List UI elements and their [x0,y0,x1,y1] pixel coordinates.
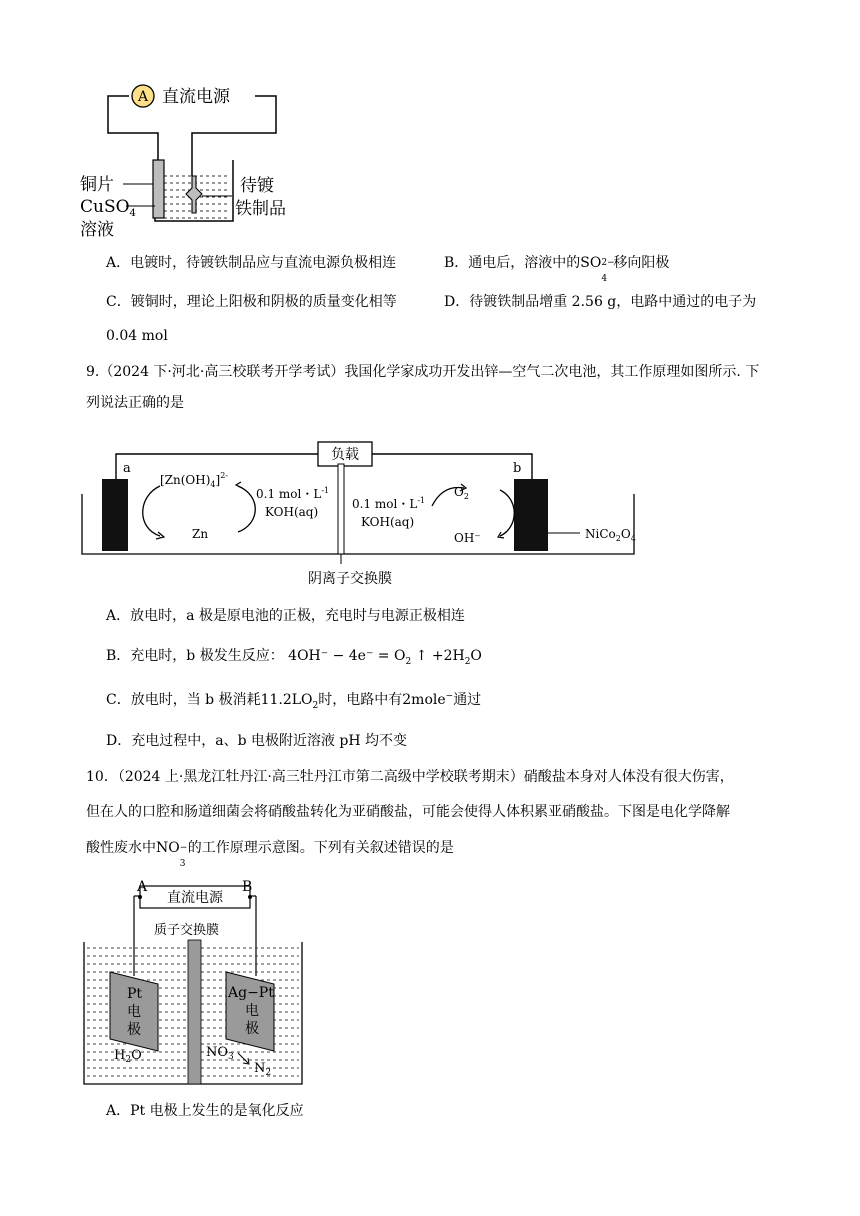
power-supply-label: 直流电源 [162,87,230,107]
q8-option-a: A．电镀时，待镀铁制品应与直流电源负极相连 [106,255,397,271]
q9-stem-1: 9.（2024 下·河北·高三校联考开学考试）我国化学家成功开发出锌—空气二次电池，其工作原理如图所示. 下 [86,364,760,380]
power-supply-label: 直流电源 [167,890,223,906]
nico2o4-label: $NiCo_2O_4$ [585,527,636,543]
agpt-label-1: Ag−Pt [228,985,274,1001]
electroplating-diagram [80,78,310,248]
h2o-label: $H_2O$ [114,1048,142,1065]
anion-membrane [338,464,344,554]
agpt-label-2: 电 [245,1003,259,1019]
right-koh-label: KOH(aq) [361,515,415,529]
left-koh-label: KOH(aq) [265,505,319,519]
cuso4-label: CuSO$_4$ [80,197,136,219]
proton-membrane [188,940,201,1084]
q10-option-a: A．Pt 电极上发生的是氧化反应 [106,1103,304,1119]
zincate-label: $[Zn(OH)_4]^{2-}$ [160,471,228,489]
item-label-1: 待镀 [240,176,274,196]
q8-option-d-cont: 0.04 mol [106,328,168,344]
q9-option-a: A．放电时，a 极是原电池的正极，充电时与电源正极相连 [106,608,465,624]
q10-stem-3: 酸性废水中NO − 3 的工作原理示意图。下列有关叙述错误的是 [86,840,454,869]
q10-stem-1: 10．（2024 上·黑龙江牡丹江·高三牡丹江市第二高级中学校联考期末）硝酸盐本身对人体没有很大伤害， [86,769,734,785]
terminal-a-label: A [137,879,148,895]
pt-label-2: 电 [127,1004,141,1020]
q8-option-d: D．待镀铁制品增重 2.56 g，电路中通过的电子为 [444,294,757,310]
copper-label: 铜片 [80,175,114,195]
oh-label: OH⁻ [454,531,481,545]
right-conc-label: 0.1 mol・$L^{-1}$ [352,496,426,511]
electrode-a-label: a [123,461,131,476]
n2-label: $N_2$ [254,1061,272,1078]
q9-stem-2: 列说法正确的是 [86,395,184,411]
electrode-b [514,479,548,551]
iron-item [186,176,202,213]
q9-option-d: D．充电过程中，a、b 电极附近溶液 pH 均不变 [106,733,408,749]
membrane-label: 阴离子交换膜 [308,571,392,587]
q9-option-c: C．放电时，当 b 极消耗$11.2LO_2$时，电路中有2mole−通过 [106,691,482,711]
q9-option-b: B．充电时，b 极发生反应： $4OH^- - 4e^- = O_2$ ↑ $+2H_2O$ [106,648,482,667]
zn-label: Zn [192,527,209,541]
zinc-air-battery-diagram [80,428,670,593]
terminal-b-label: B [242,879,253,895]
q8-option-b: B．通电后，溶液中的SO 2− 4 移向阳极 [444,255,670,284]
pt-label-1: Pt [127,986,143,1002]
copper-plate [153,160,164,218]
left-conc-label: 0.1 mol・$L^{-1}$ [256,486,330,501]
q10-stem-2: 但在人的口腔和肠道细菌会将硝酸盐转化为亚硝酸盐，可能会使得人体积累亚硝酸盐。下图是电化学降解 [86,804,730,820]
no3-label: $NO_3$ [206,1045,234,1062]
load-label: 负载 [331,447,359,463]
q8-option-c: C．镀铜时，理论上阳极和阴极的质量变化相等 [106,294,397,310]
ammeter-label: A [137,89,149,105]
agpt-label-3: 极 [245,1021,259,1037]
electrode-a [102,479,128,551]
solution-label: 溶液 [80,220,114,240]
membrane-label: 质子交换膜 [154,923,220,938]
electrode-b-label: b [513,461,522,476]
o2-label: $O_2$ [454,485,469,501]
item-label-2: 铁制品 [235,199,286,219]
nitrate-degradation-diagram [82,876,307,1088]
pt-label-3: 极 [127,1022,141,1038]
